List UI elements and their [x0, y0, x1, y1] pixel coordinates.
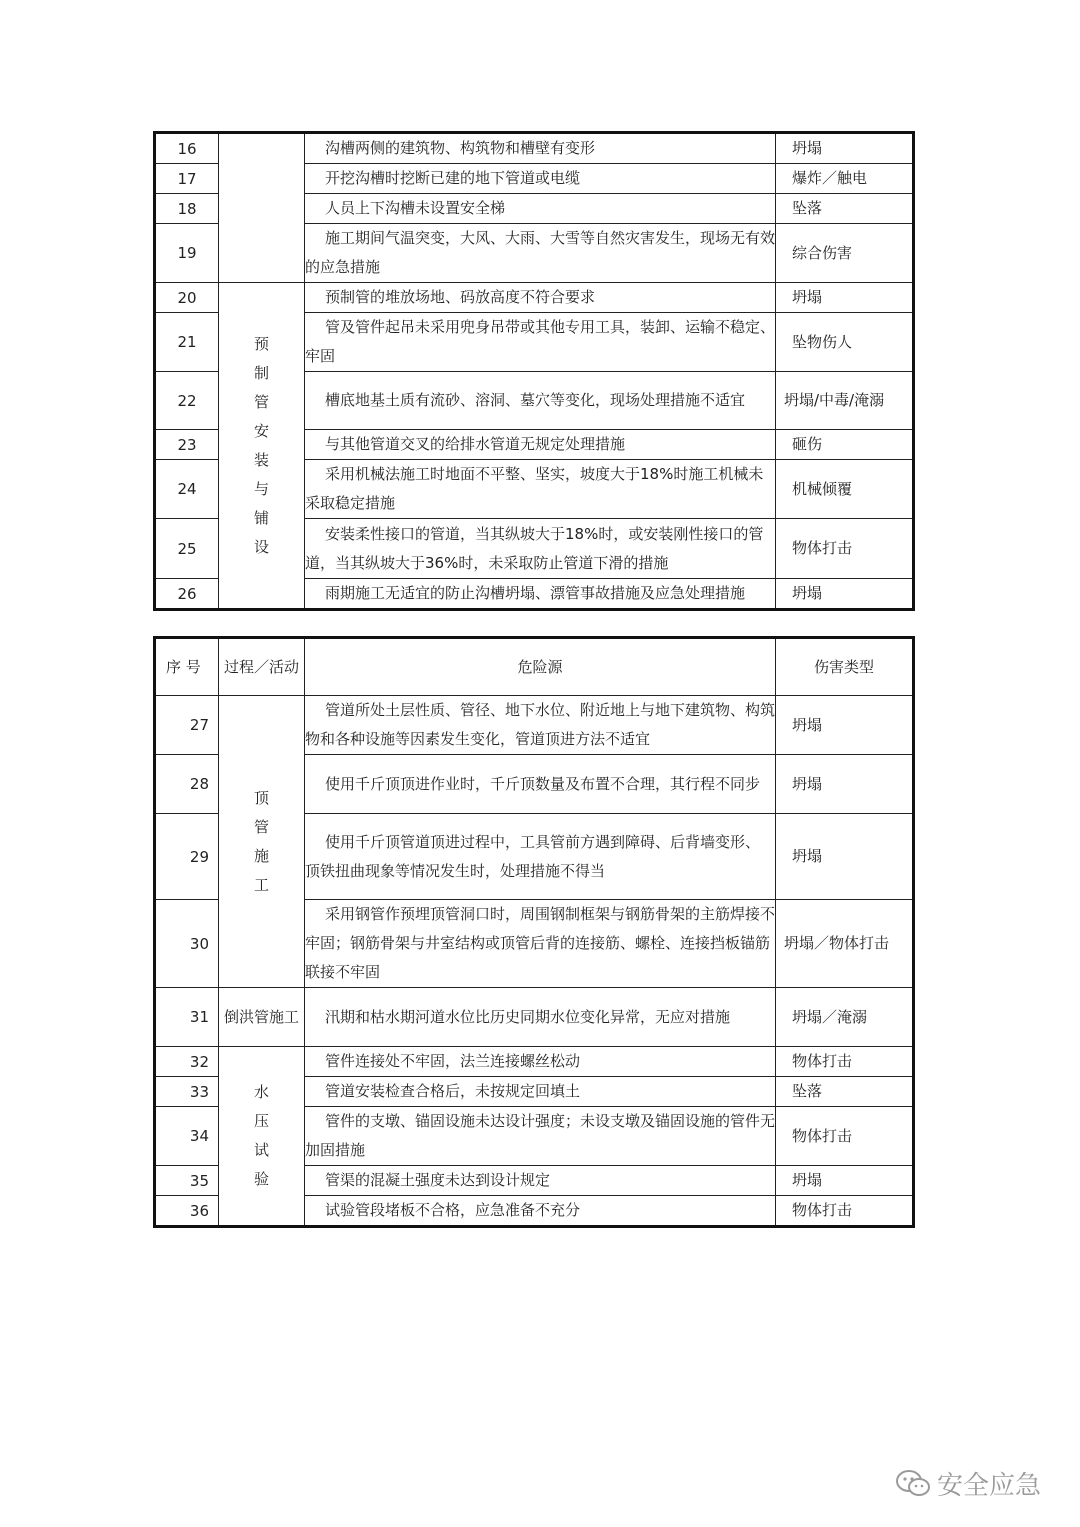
hazard-text: 管道安装检查合格后，未按规定回填土 — [305, 1077, 776, 1107]
hazard-text: 沟槽两侧的建筑物、构筑物和槽壁有变形 — [305, 133, 776, 164]
hazard-text: 采用机械法施工时地面不平整、坚实，坡度大于18%时施工机械未采取稳定措施 — [305, 460, 776, 519]
hazard-text: 管件连接处不牢固，法兰连接螺丝松动 — [305, 1047, 776, 1077]
hazard-text: 施工期间气温突变，大风、大雨、大雪等自然灾害发生，现场无有效的应急措施 — [305, 224, 776, 283]
table-row — [155, 696, 914, 755]
watermark — [895, 1465, 1041, 1502]
harm-type: 坍塌 — [776, 283, 914, 313]
hazard-text: 人员上下沟槽未设置安全梯 — [305, 194, 776, 224]
hazard-table-bottom — [153, 636, 915, 1228]
table-header-row — [155, 638, 914, 696]
hazard-text: 汛期和枯水期河道水位比历史同期水位变化异常，无应对措施 — [305, 988, 776, 1047]
hazard-text: 管及管件起吊未采用兜身吊带或其他专用工具，装卸、运输不稳定、牢固 — [305, 313, 776, 372]
hazard-text: 与其他管道交叉的给排水管道无规定处理措施 — [305, 430, 776, 460]
header-hazard: 危险源 — [305, 638, 776, 696]
hazard-text: 管件的支墩、锚固设施未达设计强度；未设支墩及锚固设施的管件无加固措施 — [305, 1107, 776, 1166]
row-number: 23 — [155, 430, 219, 460]
harm-type: 坍塌／淹溺 — [776, 988, 914, 1047]
process-label: 水压试验 — [253, 1083, 269, 1188]
row-number: 30 — [155, 900, 219, 988]
process-label: 预制管安装与铺设 — [253, 334, 269, 556]
row-number: 32 — [155, 1047, 219, 1077]
hazard-text-line: 使用千斤顶管道顶进过程中，工具管前方遇到障碍、后背墙变形、 — [325, 832, 761, 851]
hazard-table-top — [153, 131, 915, 611]
harm-type: 机械倾覆 — [776, 460, 914, 519]
row-number: 16 — [155, 133, 219, 164]
hazard-text: 雨期施工无适宜的防止沟槽坍塌、漂管事故措施及应急处理措施 — [305, 579, 776, 610]
header-number: 序 号 — [155, 638, 219, 696]
harm-type: 物体打击 — [776, 1196, 914, 1227]
row-number: 35 — [155, 1166, 219, 1196]
hazard-text: 管渠的混凝土强度未达到设计规定 — [305, 1166, 776, 1196]
row-number: 36 — [155, 1196, 219, 1227]
table-row — [155, 283, 914, 313]
harm-type: 坠落 — [776, 194, 914, 224]
table-row — [155, 133, 914, 164]
harm-type: 爆炸／触电 — [776, 164, 914, 194]
hazard-text: 试验管段堵板不合格，应急准备不充分 — [305, 1196, 776, 1227]
harm-type: 坍塌 — [776, 579, 914, 610]
hazard-text: 使用千斤顶顶进作业时，千斤顶数量及布置不合理，其行程不同步 — [305, 755, 776, 814]
row-number: 25 — [155, 519, 219, 579]
table-row — [155, 1047, 914, 1077]
row-number: 34 — [155, 1107, 219, 1166]
harm-type: 物体打击 — [776, 1107, 914, 1166]
harm-type: 砸伤 — [776, 430, 914, 460]
row-number: 26 — [155, 579, 219, 610]
table-row — [155, 988, 914, 1047]
harm-type: 坠物伤人 — [776, 313, 914, 372]
process-label: 顶管施工 — [253, 788, 269, 894]
row-number: 21 — [155, 313, 219, 372]
harm-type: 坍塌／物体打击 — [776, 900, 914, 988]
harm-type: 坍塌/中毒/淹溺 — [776, 372, 914, 430]
harm-type: 坍塌 — [776, 133, 914, 164]
header-process: 过程／活动 — [219, 638, 305, 696]
row-number: 28 — [155, 755, 219, 814]
row-number: 20 — [155, 283, 219, 313]
hazard-text: 安装柔性接口的管道，当其纵坡大于18%时，或安装刚性接口的管道，当其纵坡大于36%时，未采取防止管道下滑的措施 — [305, 519, 776, 579]
process-cell — [219, 1047, 305, 1227]
row-number: 33 — [155, 1077, 219, 1107]
hazard-text — [305, 814, 776, 900]
harm-type: 坍塌 — [776, 1166, 914, 1196]
process-cell — [219, 283, 305, 610]
harm-type: 坠落 — [776, 1077, 914, 1107]
row-number: 18 — [155, 194, 219, 224]
hazard-text: 开挖沟槽时挖断已建的地下管道或电缆 — [305, 164, 776, 194]
row-number: 29 — [155, 814, 219, 900]
hazard-text: 槽底地基土质有流砂、溶洞、墓穴等变化，现场处理措施不适宜 — [305, 372, 776, 430]
row-number: 19 — [155, 224, 219, 283]
harm-type: 综合伤害 — [776, 224, 914, 283]
row-number: 22 — [155, 372, 219, 430]
harm-type: 坍塌 — [776, 814, 914, 900]
harm-type: 坍塌 — [776, 696, 914, 755]
process-cell — [219, 696, 305, 988]
hazard-text: 预制管的堆放场地、码放高度不符合要求 — [305, 283, 776, 313]
harm-type: 物体打击 — [776, 519, 914, 579]
hazard-text: 管道所处土层性质、管径、地下水位、附近地上与地下建筑物、构筑物和各种设施等因素发生变化，管道顶进方法不适宜 — [305, 696, 776, 755]
process-cell: 倒洪管施工 — [219, 988, 305, 1047]
watermark-text: 安全应急 — [937, 1471, 1042, 1501]
hazard-text: 采用钢管作预埋顶管洞口时，周围钢制框架与钢筋骨架的主筋焊接不牢固；钢筋骨架与井室结构或顶管后背的连接筋、螺栓、连接挡板锚筋联接不牢固 — [305, 900, 776, 988]
row-number: 31 — [155, 988, 219, 1047]
row-number: 17 — [155, 164, 219, 194]
harm-type: 坍塌 — [776, 755, 914, 814]
hazard-text-line: 顶铁扭曲现象等情况发生时，处理措施不得当 — [305, 861, 606, 880]
row-number: 24 — [155, 460, 219, 519]
wechat-icon — [895, 1469, 931, 1499]
harm-type: 物体打击 — [776, 1047, 914, 1077]
row-number: 27 — [155, 696, 219, 755]
header-harm: 伤害类型 — [776, 638, 914, 696]
process-cell-empty — [219, 133, 305, 283]
